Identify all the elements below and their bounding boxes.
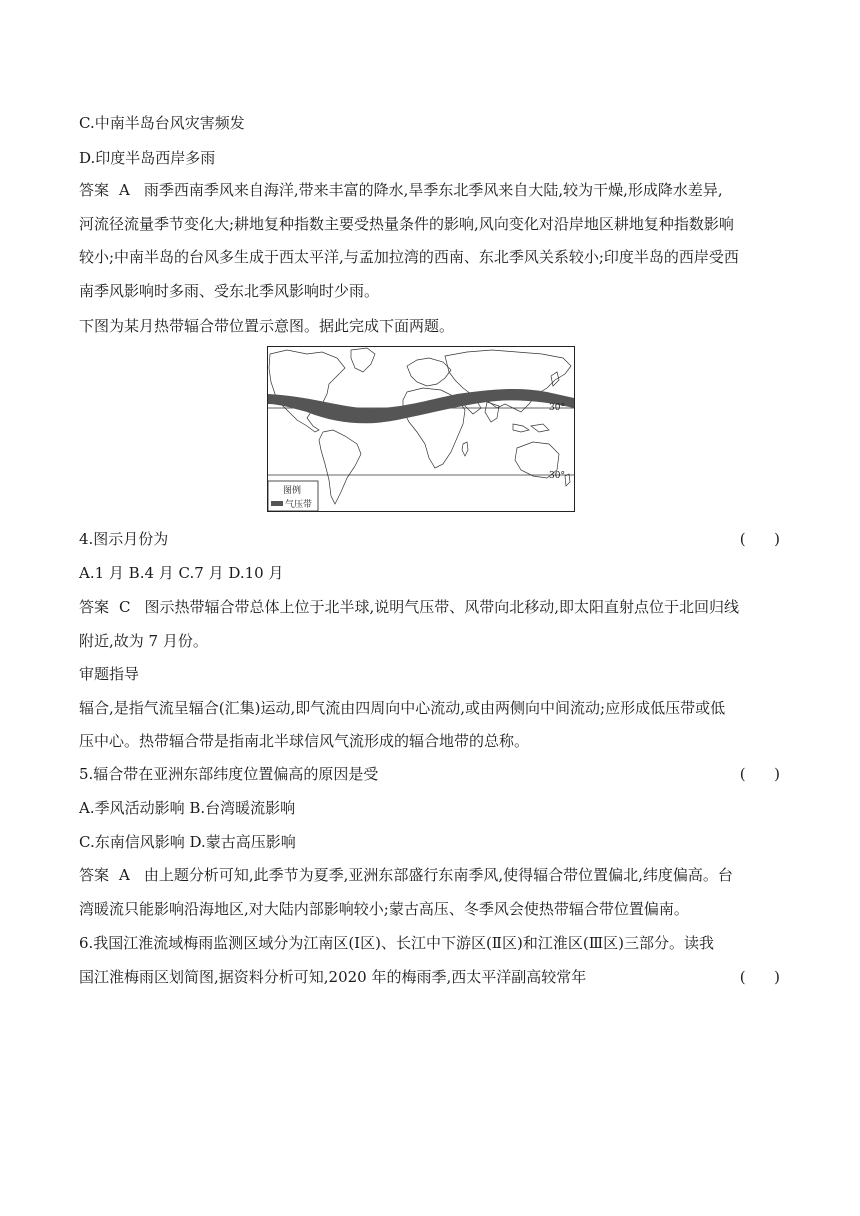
answer-prev-line3: 较小;中南半岛的台风多生成于西太平洋,与孟加拉湾的西南、东北季风关系较小;印度半岛的西岸受西 (79, 248, 739, 266)
answer-text: 雨季西南季风来自海洋,带来丰富的降水,旱季东北季风来自大陆,较为干燥,形成降水差异, (143, 181, 723, 199)
answer-prev-line2: 河流径流量季节变化大;耕地复种指数主要受热量条件的影响,风向变化对沿岸地区耕地复种指数影响 (79, 215, 734, 233)
guide-title: 审题指导 (79, 665, 140, 683)
figure-intro: 下图为某月热带辐合带位置示意图。据此完成下面两题。 (79, 317, 455, 335)
q5-answer-line1 (79, 865, 733, 885)
q4-answer-key: C (119, 598, 131, 616)
answer-prev-line4: 南季风影响时多雨、受东北季风影响时少雨。 (79, 282, 380, 300)
q4-answer-text: 图示热带辐合带总体上位于北半球,说明气压带、风带向北移动,即太阳直射点位于北回归线 (144, 598, 740, 616)
q4-question: 4.图示月份为 (79, 530, 169, 548)
option-d-prev: D.印度半岛西岸多雨 (79, 149, 216, 167)
q4-paren: ( ) (739, 530, 780, 548)
q5-answer-label: 答案 (79, 866, 110, 884)
legend-swatch (271, 501, 283, 506)
guide-line1: 辐合,是指气流呈辐合(汇集)运动,即气流由四周向中心流动,或由两侧向中间流动;应形成低压带或低 (79, 699, 726, 717)
itcz-map-figure (267, 346, 575, 512)
q5-paren: ( ) (739, 765, 780, 783)
q5-options-ab: A.季风活动影响 B.台湾暖流影响 (79, 799, 296, 817)
answer-prev-line1 (79, 180, 723, 200)
lat-30s-label: 30° (549, 471, 565, 481)
answer-key: A (119, 181, 130, 199)
q5-answer-text: 由上题分析可知,此季节为夏季,亚洲东部盛行东南季风,使得辐合带位置偏北,纬度偏高。台 (143, 866, 733, 884)
q6-line1: 6.我国江淮流域梅雨监测区域分为江南区(Ⅰ区)、长江中下游区(Ⅱ区)和江淮区(Ⅲ区)三部分。读我 (79, 934, 715, 952)
legend-title: 图例 (283, 486, 302, 496)
q5-answer-key: A (119, 866, 130, 884)
q4-answer-line1 (79, 597, 739, 617)
q6-line2: 国江淮梅雨区划简图,据资料分析可知,2020 年的梅雨季,西太平洋副高较常年 (79, 968, 587, 986)
q4-answer-label: 答案 (79, 598, 110, 616)
q5-question: 5.辐合带在亚洲东部纬度位置偏高的原因是受 (79, 765, 379, 783)
q5-options-cd: C.东南信风影响 D.蒙古高压影响 (79, 833, 296, 851)
q4-answer-line2: 附近,故为 7 月份。 (79, 632, 208, 650)
q4-options: A.1 月 B.4 月 C.7 月 D.10 月 (79, 564, 284, 582)
q5-answer-line2: 湾暖流只能影响沿海地区,对大陆内部影响较小;蒙古高压、冬季风会使热带辐合带位置偏南。 (79, 900, 689, 918)
answer-label: 答案 (79, 181, 110, 199)
legend-item: 气压带 (285, 500, 313, 510)
lat-30n-label: 30° (549, 403, 565, 413)
q6-paren: ( ) (739, 968, 780, 986)
guide-line2: 压中心。热带辐合带是指南北半球信风气流形成的辐合地带的总称。 (79, 732, 530, 750)
option-c-prev: C.中南半岛台风灾害频发 (79, 114, 245, 132)
